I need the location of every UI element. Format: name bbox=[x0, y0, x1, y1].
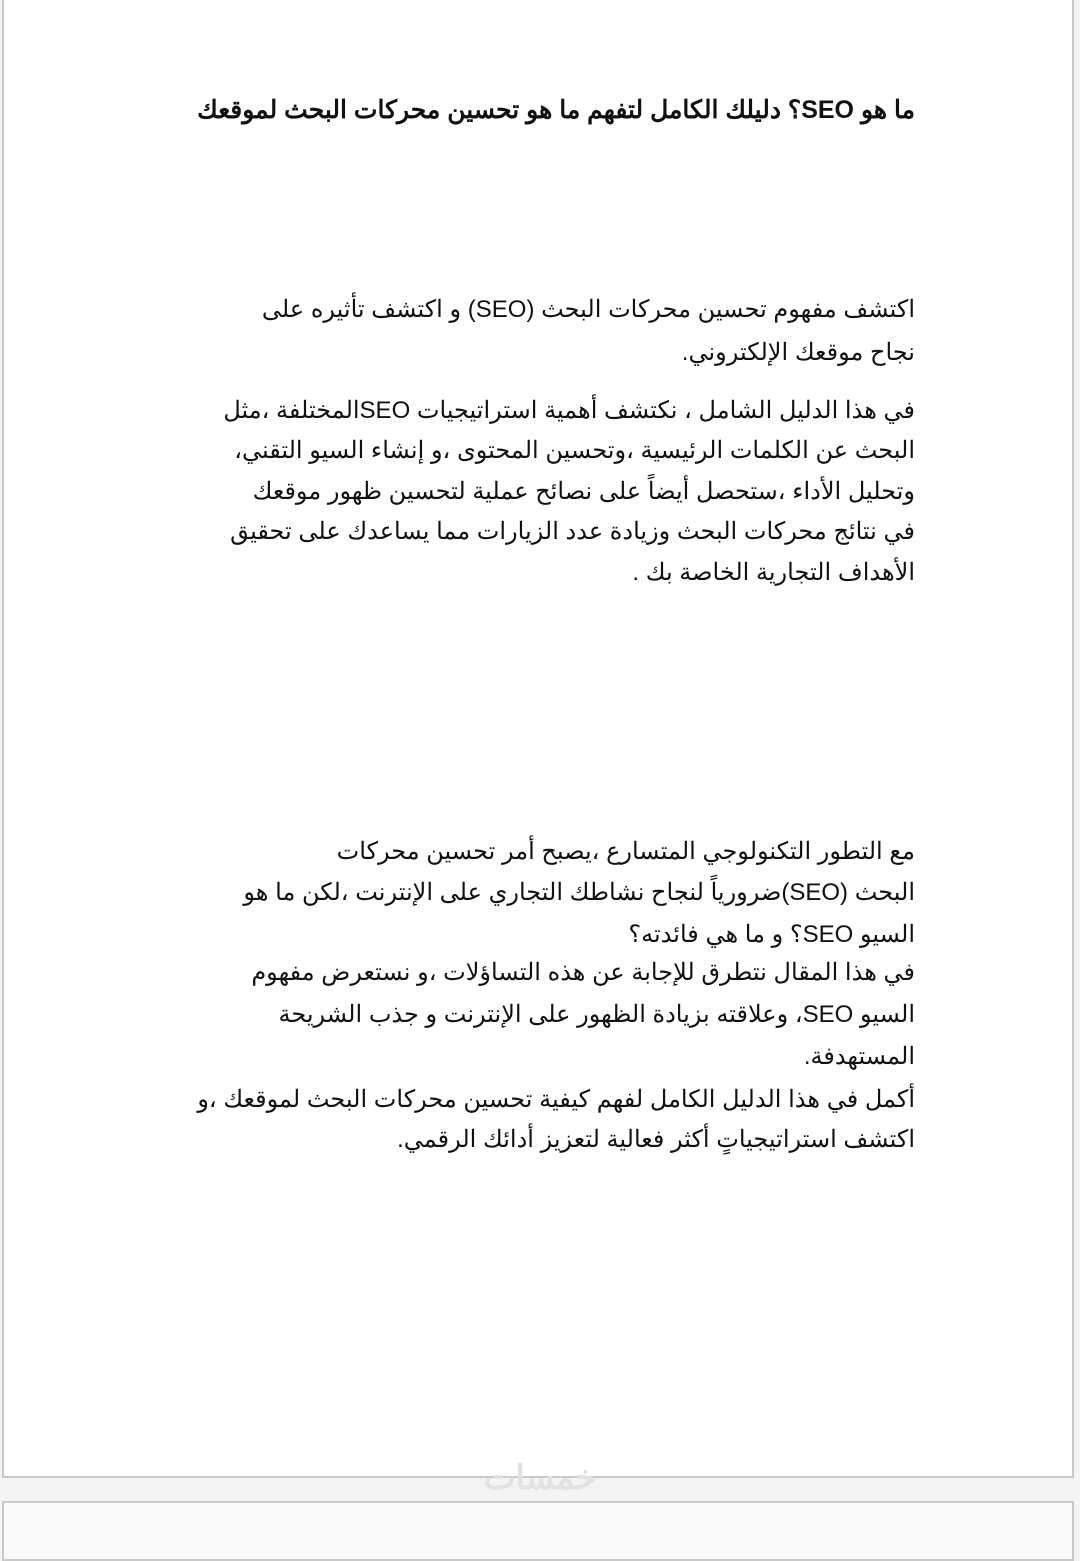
paragraph-2-line: في هذا الدليل الشامل ، نكتشف أهمية استراتيجيات SEOالمختلفة ،مثل bbox=[223, 397, 915, 424]
paragraph-3-line: اكتشف استراتيجياتٍ أكثر فعالية لتعزيز أدائك الرقمي. bbox=[397, 1126, 915, 1153]
next-page bbox=[2, 1501, 1074, 1561]
watermark-logo: خمسات bbox=[483, 1459, 597, 1497]
paragraph-2-line: الأهداف التجارية الخاصة بك . bbox=[632, 559, 915, 586]
document-page bbox=[2, 0, 1074, 1478]
paragraph-3-line: السيو SEO، وعلاقته بزيادة الظهور على الإنترنت و جذب الشريحة bbox=[278, 1001, 915, 1028]
paragraph-2-line: في نتائج محركات البحث وزيادة عدد الزيارات مما يساعدك على تحقيق bbox=[230, 518, 915, 545]
paragraph-3-line: البحث (SEO)ضرورياً لنجاح نشاطك التجاري على الإنترنت ،لكن ما هو bbox=[243, 879, 915, 906]
paragraph-2-line: البحث عن الكلمات الرئيسية ،وتحسين المحتوى ،و إنشاء السيو التقني، bbox=[234, 437, 915, 464]
document-title: ما هو SEO؟ دليلك الكامل لتفهم ما هو تحسين محركات البحث لموقعك bbox=[197, 96, 915, 124]
paragraph-3-line: أكمل في هذا الدليل الكامل لفهم كيفية تحسين محركات البحث لموقعك ،و bbox=[197, 1086, 915, 1113]
paragraph-3-line: في هذا المقال نتطرق للإجابة عن هذه التساؤلات ،و نستعرض مفهوم bbox=[251, 959, 915, 986]
paragraph-3-line: المستهدفة. bbox=[803, 1043, 915, 1070]
paragraph-1-line: نجاح موقعك الإلكتروني. bbox=[681, 339, 915, 366]
paragraph-3-line: السيو SEO؟ و ما هي فائدته؟ bbox=[628, 921, 915, 948]
paragraph-1-line: اكتشف مفهوم تحسين محركات البحث (SEO) و اكتشف تأثيره على bbox=[261, 296, 915, 323]
paragraph-2-line: وتحليل الأداء ،ستحصل أيضاً على نصائح عملية لتحسين ظهور موقعك bbox=[252, 478, 915, 505]
paragraph-3-line: مع التطور التكنولوجي المتسارع ،يصبح أمر تحسين محركات bbox=[336, 838, 915, 865]
